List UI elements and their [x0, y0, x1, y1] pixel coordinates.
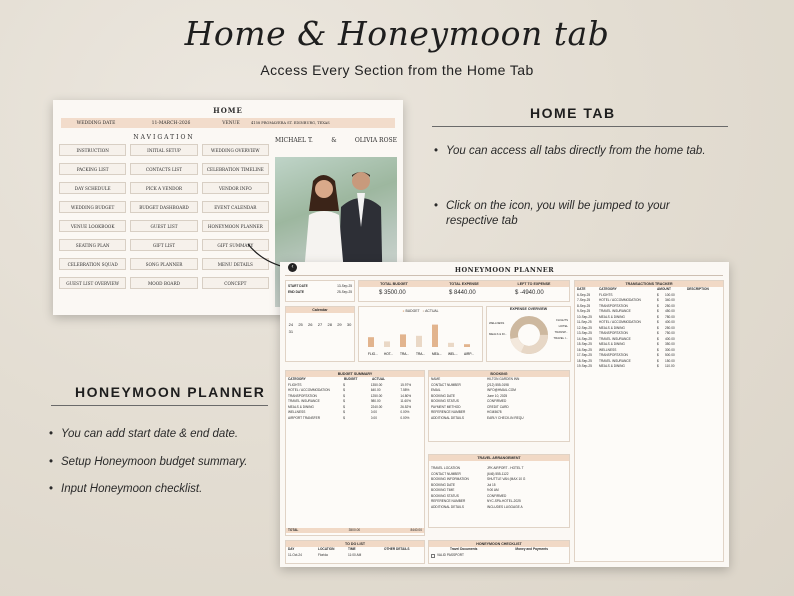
ampersand: &: [331, 137, 337, 144]
expense-overview: [486, 306, 571, 362]
table-cell: 300.00: [665, 347, 675, 352]
budget-summary-table: [286, 377, 424, 421]
table-cell: 0.00%: [400, 410, 410, 414]
transactions-tracker: [574, 280, 724, 562]
table-cell: INFO@HMAIL.COM: [487, 388, 516, 392]
nav-button[interactable]: GUEST LIST: [130, 220, 197, 232]
venue-label: VENUE: [222, 120, 240, 126]
table-cell: BOOKING TIME: [431, 488, 455, 492]
nav-button[interactable]: SEATING PLAN: [59, 239, 126, 251]
budget-total-row: [286, 528, 424, 534]
tracker-title: TRANSACTIONS TRACKER: [575, 281, 723, 287]
start-date-input[interactable]: 13-Sep-25: [337, 284, 352, 288]
page-subtitle: Access Every Section from the Home Tab: [260, 62, 534, 78]
total-budget-label: TOTAL BUDGET: [359, 281, 429, 287]
travel-table: [429, 466, 569, 510]
legend-budget: BUDGET: [405, 309, 420, 313]
table-cell: FLIGHTS: [599, 292, 613, 297]
table-cell: HILTON GARDEN INN: [487, 377, 520, 381]
total-expense-label: TOTAL EXPENSE: [429, 281, 499, 287]
bar: [432, 325, 438, 347]
table-cell: EARLY CHECK-IN REQU: [487, 415, 524, 420]
legend-actual: ACTUAL: [425, 309, 439, 313]
table-row: [575, 364, 723, 370]
bar: [464, 344, 470, 347]
booking-panel: [428, 370, 570, 442]
table-cell: 0.00: [370, 410, 377, 414]
table-cell: HOTEL / ACCOMMODATION: [599, 298, 641, 302]
table-cell: 1350.00: [370, 382, 383, 387]
tracker-col: DATE: [577, 287, 586, 291]
date-panel: [285, 280, 355, 302]
todo-list: [285, 540, 425, 564]
end-date-input[interactable]: 25-Sep-25: [337, 289, 352, 294]
home-title: HOME: [213, 106, 243, 115]
calendar-day: 24: [288, 322, 294, 327]
table-cell: $: [657, 331, 659, 335]
tracker-col: DESCRIPTION: [687, 287, 709, 291]
nav-button[interactable]: DAY SCHEDULE: [59, 182, 126, 194]
table-cell: 9:00 AM: [487, 488, 499, 492]
navigation-title: NAVIGATION: [133, 134, 195, 141]
home-tab-rule: [432, 126, 728, 127]
nav-button[interactable]: BUDGET DASHBOARD: [130, 201, 197, 213]
table-cell: 11-Sep-25: [577, 320, 592, 324]
table-cell: (212) 555-0198: [487, 382, 509, 387]
table-cell: WELLNESS: [599, 347, 617, 352]
bar: [368, 337, 374, 347]
table-cell: $: [657, 364, 659, 368]
table-cell: 26.52%: [400, 404, 412, 409]
table-cell: EMAIL: [431, 388, 441, 392]
nav-button[interactable]: SONG PLANNER: [130, 258, 197, 270]
todo-row[interactable]: [286, 553, 424, 559]
nav-button[interactable]: CELEBRATION SQUAD: [59, 258, 126, 270]
home-tab-bullet: • Click on the icon, you will be jumped to your respective tab: [446, 199, 716, 229]
bar: [448, 343, 454, 347]
nav-button[interactable]: CELEBRATION TIMELINE: [202, 163, 269, 175]
table-cell: CREDIT CARD: [487, 404, 509, 409]
bar-label: TRA...: [416, 352, 426, 356]
nav-button[interactable]: VENUE LOOKBOOK: [59, 220, 126, 232]
nav-button[interactable]: GUEST LIST OVERVIEW: [59, 277, 126, 289]
travel-panel: [428, 454, 570, 528]
travel-title: TRAVEL ARRANGEMENT: [429, 455, 569, 461]
table-cell: $: [657, 325, 659, 330]
table-cell: 780.00: [665, 314, 675, 319]
table-cell: $: [657, 309, 659, 313]
nav-button[interactable]: MOOD BOARD: [130, 277, 197, 289]
table-cell: 11.60%: [400, 399, 411, 403]
table-cell: JFK AIRPORT - HOTEL T: [487, 466, 524, 470]
table-cell: (646) 555-1122: [487, 471, 509, 476]
honeymoon-rule: [51, 405, 268, 406]
nav-button[interactable]: CONCEPT: [202, 277, 269, 289]
calendar-day: 29: [337, 322, 342, 327]
table-cell: AIRPORT TRANSFER: [288, 415, 321, 420]
todo-cell: 11-Oct-24: [288, 552, 302, 557]
table-cell: ADDITIONAL DETAILS: [431, 504, 464, 509]
table-cell: $: [657, 342, 659, 346]
table-cell: TRAVEL LOCATION: [431, 466, 460, 470]
table-cell: $: [343, 404, 345, 409]
honeymoon-bullet: • You can add start date & end date.: [61, 427, 276, 442]
table-cell: CONFIRMED: [487, 493, 507, 498]
table-cell: BOOKING DATE: [431, 393, 456, 398]
home-tab-bullet: • You can access all tabs directly from the home tab.: [446, 144, 716, 159]
table-cell: 980.00: [370, 399, 381, 403]
nav-button[interactable]: EVENT CALENDAR: [202, 201, 269, 213]
end-date-label: END DATE: [288, 289, 305, 294]
honeymoon-title: HONEYMOON PLANNER: [454, 266, 555, 274]
table-cell: 450.00: [665, 309, 675, 313]
table-cell: BOOKING DATE: [431, 482, 456, 487]
calendar-day: 27: [317, 322, 323, 327]
table-cell: 2240.00: [370, 404, 383, 409]
table-cell: TRANSPORTATION: [599, 353, 628, 357]
todo-col: OTHER DETAILS: [384, 547, 410, 551]
tracker-table: [575, 293, 723, 370]
table-cell: MEALS & DINING: [599, 364, 625, 368]
table-cell: $: [657, 353, 659, 357]
checklist-title: HONEYMOON CHECKLIST: [429, 541, 569, 547]
table-cell: $: [343, 415, 345, 420]
table-cell: $: [343, 388, 345, 392]
table-cell: $: [657, 298, 659, 302]
table-cell: 350.00: [665, 342, 675, 346]
tracker-col: CATEGORY: [599, 287, 617, 291]
bride-name: OLIVIA ROSE: [354, 137, 397, 144]
nav-button[interactable]: GIFT LIST: [130, 239, 197, 251]
nav-button[interactable]: INITIAL SETUP: [130, 144, 197, 156]
table-cell: HOTEL / ACCOMMODATION: [288, 388, 330, 392]
table-cell: NAME: [431, 377, 441, 381]
table-cell: 9-Sep-25: [577, 309, 591, 313]
calendar-day: [305, 329, 315, 334]
table-cell: MEALS & DINING: [288, 404, 314, 409]
table-cell: 1250.00: [370, 393, 383, 398]
bar: [400, 334, 406, 347]
table-cell: WELLNESS: [288, 410, 306, 414]
todo-cell: 11:00 AM: [348, 552, 362, 557]
table-cell: 7-Sep-25: [577, 298, 591, 302]
calendar-day: [344, 329, 354, 334]
table-cell: 19-Sep-25: [577, 364, 592, 368]
divider: [285, 275, 723, 276]
table-row: [429, 505, 569, 511]
nav-button[interactable]: HONEYMOON PLANNER: [202, 220, 269, 232]
table-cell: INCLUDES LUGGAGE A: [487, 504, 523, 509]
table-cell: 750.00: [665, 331, 675, 335]
calendar-day: [315, 329, 325, 334]
calendar-day: 30: [346, 322, 352, 327]
table-cell: 6-Sep-25: [577, 292, 591, 297]
table-cell: MEALS & DINING: [599, 342, 625, 346]
table-cell: 14.80%: [400, 393, 412, 398]
checklist-col: Money and Payments: [515, 547, 549, 551]
table-cell: $: [657, 336, 659, 341]
table-cell: HGI45678: [487, 410, 502, 414]
left-to-expense-label: LEFT TO EXPENSE: [499, 281, 569, 287]
table-cell: TRANSPORTATION: [599, 331, 628, 335]
honeymoon-heading: HONEYMOON PLANNER: [75, 384, 266, 400]
table-cell: $: [657, 320, 659, 324]
table-cell: 8-Sep-25: [577, 303, 591, 308]
calendar-day: 31: [288, 329, 294, 334]
table-cell: TRAVEL INSURANCE: [599, 336, 631, 341]
calendar-panel: [285, 306, 355, 362]
donut-label: TRANSP...: [554, 330, 568, 334]
table-cell: 15.97%: [400, 382, 412, 387]
checklist-item-label: VALID PASSPORT: [437, 552, 464, 557]
wedding-date-label: WEDDING DATE: [76, 120, 116, 126]
bar-label: WEL...: [448, 352, 458, 356]
table-cell: BOOKING INFORMATION: [431, 477, 469, 481]
table-cell: FLIGHTS: [288, 382, 302, 387]
donut-label: MEALS & DI...: [489, 332, 508, 336]
tracker-col: AMOUNT: [657, 287, 671, 291]
todo-title: TO DO LIST: [286, 541, 424, 547]
table-cell: HOTEL / ACCOMMODATION: [599, 320, 641, 324]
table-cell: 640.00: [370, 388, 381, 392]
table-cell: BOOKING STATUS: [431, 399, 459, 403]
table-row: [429, 416, 569, 422]
calendar-label: Calendar: [286, 307, 354, 313]
total-budget-value: $ 3500.00: [379, 290, 406, 296]
budget-summary-title: BUDGET SUMMARY: [286, 371, 424, 377]
table-cell: REFERENCE NUMBER: [431, 499, 466, 503]
calendar-day: [325, 329, 335, 334]
bar-chart-legend: ● BUDGET ● ACTUAL: [402, 309, 439, 313]
table-cell: 100.00: [665, 292, 675, 297]
table-cell: TRANSPORTATION: [599, 303, 628, 308]
budget-summary: [285, 370, 425, 536]
table-cell: CONTACT NUMBER: [431, 471, 461, 476]
table-cell: NYC-SPA-HOTEL-2025: [487, 499, 521, 503]
table-cell: TRAVEL INSURANCE: [288, 399, 320, 403]
table-cell: $: [343, 399, 345, 403]
table-cell: 13-Sep-25: [577, 331, 592, 335]
bar: [416, 336, 422, 347]
calendar-day: [296, 329, 306, 334]
table-cell: 400.00: [665, 336, 675, 341]
table-cell: SHUTTLE VAN (MAX 10 G: [487, 477, 526, 481]
expense-overview-title: EXPENSE OVERVIEW: [509, 307, 548, 311]
donut-labels-right: [554, 317, 568, 341]
table-cell: 17-Sep-25: [577, 353, 592, 357]
calendar-day: 26: [308, 322, 313, 327]
left-to-expense-box: [499, 281, 569, 301]
table-cell: $: [343, 393, 345, 398]
table-cell: 15-Sep-25: [577, 342, 592, 346]
honeymoon-checklist: [428, 540, 570, 564]
groom-name: MICHAEL T.: [275, 137, 313, 144]
table-cell: 12-Sep-25: [577, 325, 592, 330]
table-cell: CONFIRMED: [487, 399, 507, 403]
table-cell: 16-Sep-25: [577, 347, 592, 352]
bar-label: AIRP...: [464, 352, 474, 356]
checklist-item[interactable]: [429, 553, 569, 559]
table-cell: TRANSPORTATION: [288, 393, 317, 398]
bar: [384, 341, 390, 347]
back-to-home-icon[interactable]: ‹: [288, 263, 297, 272]
table-cell: 0.00%: [400, 415, 410, 420]
donut-label: WELLNESS: [489, 321, 505, 325]
table-cell: $: [657, 314, 659, 319]
todo-col: LOCATION: [318, 547, 335, 551]
table-cell: June 10, 2025: [487, 393, 508, 398]
page-title: Home & Honeymoon tab: [184, 14, 610, 53]
budget-total-label: TOTAL: [288, 527, 299, 532]
start-date-label: START DATE: [288, 284, 308, 288]
calendar-grid: [286, 322, 354, 334]
nav-button[interactable]: VENDOR INFO: [202, 182, 269, 194]
table-cell: 7.58%: [400, 388, 410, 392]
table-cell: TRAVEL INSURANCE: [599, 309, 631, 313]
nav-button[interactable]: INSTRUCTION: [59, 144, 126, 156]
table-cell: ADDITIONAL DETAILS: [431, 415, 464, 420]
honeymoon-bullet: • Input Honeymoon checklist.: [61, 482, 276, 497]
booking-table: [429, 377, 569, 421]
table-cell: 0.00: [370, 415, 377, 420]
nav-button[interactable]: MENU DETAILS: [202, 258, 269, 270]
bar-label: MEA...: [432, 352, 442, 356]
todo-col: DAY: [288, 547, 295, 551]
table-cell: $: [343, 410, 345, 414]
checkbox-icon[interactable]: [431, 554, 435, 558]
table-cell: REFERENCE NUMBER: [431, 410, 466, 414]
table-col: BUDGET: [344, 377, 358, 381]
honeymoon-screenshot: [280, 262, 729, 567]
calendar-day: 25: [298, 322, 303, 327]
table-cell: MEALS & DINING: [599, 325, 625, 330]
calendar-day: 28: [327, 322, 332, 327]
bar-label: HOT...: [384, 352, 394, 356]
table-cell: 340.00: [665, 298, 675, 302]
table-cell: 110.00: [665, 364, 675, 368]
donut-label: HOTEL: [558, 324, 568, 328]
budget-total-actual: 8440.00: [410, 527, 422, 532]
bar-label: TRA...: [400, 352, 410, 356]
nav-button[interactable]: WEDDING BUDGET: [59, 201, 126, 213]
calendar-day: [335, 329, 345, 334]
booking-title: BOOKING: [429, 371, 569, 377]
table-cell: TRAVEL INSURANCE: [599, 358, 631, 363]
honeymoon-bullet: • Setup Honeymoon budget summary.: [61, 455, 276, 470]
donut-label: FLIGHTS: [556, 318, 568, 322]
venue-value: 4158 PROMAVERA ST. EDINBURG, TEXAS: [251, 121, 330, 125]
table-cell: Jul 15: [487, 482, 496, 487]
table-col: CATEGORY: [288, 377, 306, 381]
table-cell: PAYMENT METHOD: [431, 404, 461, 409]
table-cell: $: [343, 382, 345, 387]
table-cell: 250.00: [665, 325, 675, 330]
table-cell: 500.00: [665, 353, 675, 357]
table-cell: BOOKING STATUS: [431, 493, 459, 498]
table-row: [286, 416, 424, 422]
table-cell: $: [657, 292, 659, 297]
nav-button[interactable]: PICK A VENDOR: [130, 182, 197, 194]
table-cell: MEALS & DINING: [599, 314, 625, 319]
table-col: ACTUAL: [372, 377, 386, 381]
total-expense-box: [429, 281, 499, 301]
budget-bar-chart: [358, 306, 483, 362]
table-cell: $: [657, 358, 659, 363]
left-to-expense-value: $ -4940.00: [515, 290, 544, 296]
nav-button[interactable]: WEDDING OVERVIEW: [202, 144, 269, 156]
donut-label: TRAVEL I...: [553, 336, 568, 340]
table-cell: 400.00: [665, 320, 675, 324]
nav-button[interactable]: GIFT SUMMARY: [202, 239, 269, 251]
checklist-col: Travel Documents: [449, 547, 478, 551]
todo-cell: Florida: [318, 552, 328, 557]
table-cell: 18-Sep-25: [577, 358, 592, 363]
table-cell: 14-Sep-25: [577, 336, 592, 341]
budget-total-budget: 3500.00: [348, 527, 361, 532]
nav-button[interactable]: CONTACTS LIST: [130, 163, 197, 175]
total-expense-value: $ 8440.00: [449, 290, 476, 296]
donut-labels-left: [489, 321, 507, 337]
table-cell: $: [657, 303, 659, 308]
table-cell: 150.00: [665, 358, 675, 363]
nav-button[interactable]: PACKING LIST: [59, 163, 126, 175]
bar-label: FLIG...: [368, 352, 378, 356]
table-cell: 250.00: [665, 303, 675, 308]
todo-col: TIME: [348, 547, 356, 551]
bar-chart-svg: [360, 315, 483, 359]
total-budget-box: [359, 281, 429, 301]
table-cell: CONTACT NUMBER: [431, 382, 461, 387]
home-tab-heading: HOME TAB: [530, 105, 616, 121]
table-cell: $: [657, 347, 659, 352]
totals-panel: [358, 280, 570, 302]
table-cell: 10-Sep-25: [577, 314, 592, 319]
wedding-date: 11-MARCH-2026: [151, 120, 191, 126]
